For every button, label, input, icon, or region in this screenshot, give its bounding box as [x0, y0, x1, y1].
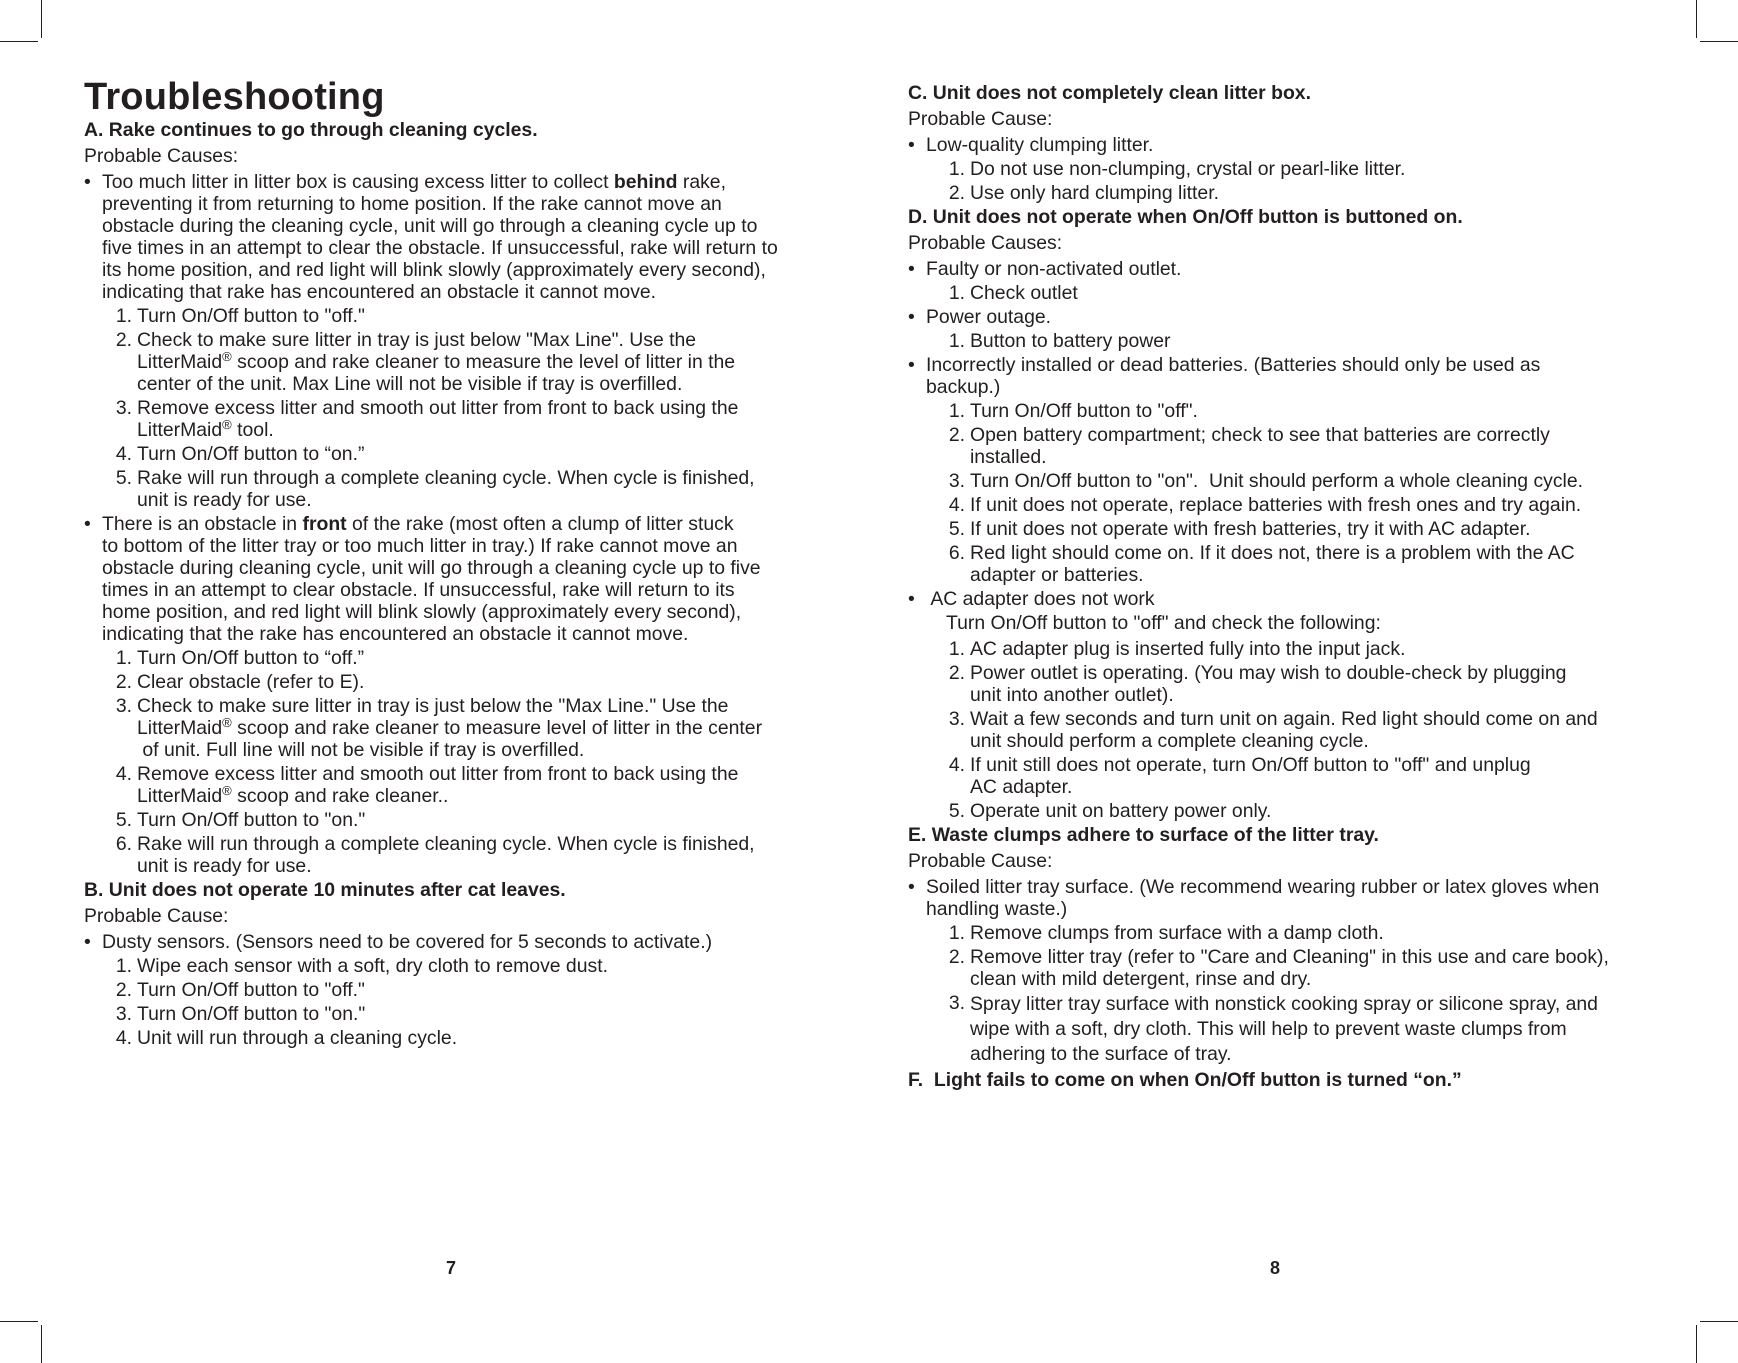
cause-bullet: • There is an obstacle in front of the rake (most often a clump of litter stuck to bottom of the litter tray or too much litter in tray.) If rake cannot move an obstacle during cleaning cycle, unit will go through a cleaning cycle up to five times in an attempt to clear obstacle. If unsuccessful, rake will return to its home position, and red light will blink slowly (approximately every second), indicating that the rake has encountered an obstacle it cannot move.	[84, 513, 761, 645]
step-item: 1. Do not use non-clumping, crystal or pearl-like litter.	[948, 158, 1406, 180]
bullet-mark: •	[908, 876, 915, 898]
step-item: 4. Unit will run through a cleaning cycle.	[115, 1027, 458, 1049]
bullet-mark: •	[84, 513, 91, 535]
probable-cause-label: Probable Cause:	[908, 850, 1053, 872]
step-item: 2. Use only hard clumping litter.	[948, 182, 1219, 204]
step-item: 2. Check to make sure litter in tray is just below "Max Line". Use the LitterMaid® scoop and rake cleaner to measure the level of litter in the center of the unit. Max Line will not be visible if tray is overfilled.	[115, 329, 736, 395]
crop-mark	[0, 41, 38, 42]
step-item: 1. Check outlet	[948, 282, 1078, 304]
bullet-mark: •	[908, 354, 915, 376]
page-title: Troubleshooting	[84, 76, 385, 118]
crop-mark	[41, 0, 42, 38]
step-item: 3. Turn On/Off button to "on."	[115, 1003, 366, 1025]
section-b-heading: B. Unit does not operate 10 minutes after cat leaves.	[84, 879, 566, 901]
step-item: 3. Check to make sure litter in tray is just below the "Max Line." Use the LitterMaid® scoop and rake cleaner to measure level of litter in the center of unit. Full line will not be visible if tray is overfilled.	[115, 695, 763, 761]
step-item: 2. Power outlet is operating. (You may wish to double-check by plugging unit into another outlet).	[948, 662, 1567, 706]
crop-mark	[1700, 1321, 1738, 1322]
bullet-mark: •	[908, 134, 915, 156]
cause-bullet: • Soiled litter tray surface. (We recommend wearing rubber or latex gloves when handling waste.)	[908, 876, 1600, 920]
cause-bullet: • Faulty or non-activated outlet.	[908, 258, 1182, 280]
step-item: 5. Rake will run through a complete cleaning cycle. When cycle is finished, unit is ready for use.	[115, 467, 755, 511]
probable-causes-label: Probable Causes:	[908, 232, 1063, 254]
step-item: 5. Turn On/Off button to "on."	[115, 809, 366, 831]
step-item: 1. Button to battery power	[948, 330, 1171, 352]
crop-mark	[0, 1321, 38, 1322]
step-item: 1. AC adapter plug is inserted fully into the input jack.	[948, 638, 1406, 660]
section-a-heading: A. Rake continues to go through cleaning cycles.	[84, 119, 538, 141]
probable-cause-label: Probable Cause:	[908, 108, 1053, 130]
step-item: 4. If unit still does not operate, turn On/Off button to "off" and unplug AC adapter.	[948, 754, 1531, 798]
step-item: 2. Turn On/Off button to "off."	[115, 979, 365, 1001]
crop-mark	[1700, 41, 1738, 42]
emphasis-text: front	[302, 513, 347, 535]
step-item: 4. If unit does not operate, replace batteries with fresh ones and try again.	[948, 494, 1582, 516]
step-item: 1. Turn On/Off button to "off."	[115, 305, 365, 327]
cause-bullet: • Low-quality clumping litter.	[908, 134, 1154, 156]
section-f-heading: F. Light fails to come on when On/Off button is turned “on.”	[908, 1069, 1462, 1091]
section-d-heading: D. Unit does not operate when On/Off button is buttoned on.	[908, 206, 1463, 228]
step-item: 1. Wipe each sensor with a soft, dry cloth to remove dust.	[115, 955, 608, 977]
registered-mark: ®	[222, 715, 232, 730]
step-item: 1. Remove clumps from surface with a damp cloth.	[948, 922, 1384, 944]
step-item: 1. Turn On/Off button to “off.”	[115, 647, 365, 669]
bullet-mark: •	[84, 931, 91, 953]
bullet-mark: •	[908, 588, 915, 610]
probable-cause-label: Probable Cause:	[84, 905, 229, 927]
cause-bullet: • Dusty sensors. (Sensors need to be covered for 5 seconds to activate.)	[84, 931, 713, 953]
section-c-heading: C. Unit does not completely clean litter box.	[908, 82, 1311, 104]
step-item: 3. Wait a few seconds and turn unit on again. Red light should come on and unit should perform a complete cleaning cycle.	[948, 708, 1598, 752]
page-number: 7	[446, 1258, 457, 1278]
step-item: 4. Turn On/Off button to “on.”	[115, 443, 365, 465]
step-item: 2. Clear obstacle (refer to E).	[115, 671, 365, 693]
step-item: 2. Open battery compartment; check to see that batteries are correctly installed.	[948, 424, 1550, 468]
step-item: 3. Turn On/Off button to "on". Unit should perform a whole cleaning cycle.	[948, 470, 1584, 492]
bullet-mark: •	[908, 258, 915, 280]
cause-bullet: • AC adapter does not work	[908, 588, 1155, 610]
step-item: 1. Turn On/Off button to "off".	[948, 400, 1198, 422]
registered-mark: ®	[222, 783, 232, 798]
instruction-note: Turn On/Off button to "off" and check the following:	[946, 612, 1381, 634]
step-item: 6. Red light should come on. If it does not, there is a problem with the AC adapter or batteries.	[948, 542, 1575, 586]
step-item: 4. Remove excess litter and smooth out litter from front to back using the LitterMaid® scoop and rake cleaner..	[115, 763, 739, 807]
section-c-f	[908, 80, 1668, 1093]
crop-mark	[1696, 0, 1697, 38]
page-number: 8	[1270, 1258, 1281, 1278]
registered-mark: ®	[222, 417, 232, 432]
step-item: 5. Operate unit on battery power only.	[948, 800, 1272, 822]
cause-bullet: • Power outage.	[908, 306, 1052, 328]
cause-bullet: • Incorrectly installed or dead batteries. (Batteries should only be used as backup.)	[908, 354, 1541, 398]
bullet-mark: •	[908, 306, 915, 328]
probable-causes-label: Probable Causes:	[84, 145, 239, 167]
section-a-b	[84, 117, 844, 1049]
crop-mark	[41, 1325, 42, 1363]
registered-mark: ®	[222, 349, 232, 364]
step-item: 5. If unit does not operate with fresh batteries, try it with AC adapter.	[948, 518, 1531, 540]
step-item: 3. Spray litter tray surface with nonstick cooking spray or silicone spray, and wipe with a soft, dry cloth. This will help to prevent waste clumps from adhering to the surface of tray.	[948, 992, 1598, 1065]
section-e-heading: E. Waste clumps adhere to surface of the litter tray.	[908, 824, 1379, 846]
step-item: 6. Rake will run through a complete cleaning cycle. When cycle is finished, unit is ready for use.	[115, 833, 755, 877]
cause-bullet: • Too much litter in litter box is causing excess litter to collect behind rake, preventing it from returning to home position. If the rake cannot move an obstacle during the cleaning cycle, unit will go through a cleaning cycle up to five times in an attempt to clear the obstacle. If unsuccessful, rake will return to its home position, and red light will blink slowly (approximately every second), indicating that rake has encountered an obstacle it cannot move.	[84, 171, 778, 303]
bullet-mark: •	[84, 171, 91, 193]
step-item: 2. Remove litter tray (refer to "Care and Cleaning" in this use and care book), clean with mild detergent, rinse and dry.	[948, 946, 1609, 990]
crop-mark	[1696, 1325, 1697, 1363]
step-item: 3. Remove excess litter and smooth out litter from front to back using the LitterMaid® tool.	[115, 397, 739, 441]
emphasis-text: behind	[613, 171, 678, 193]
